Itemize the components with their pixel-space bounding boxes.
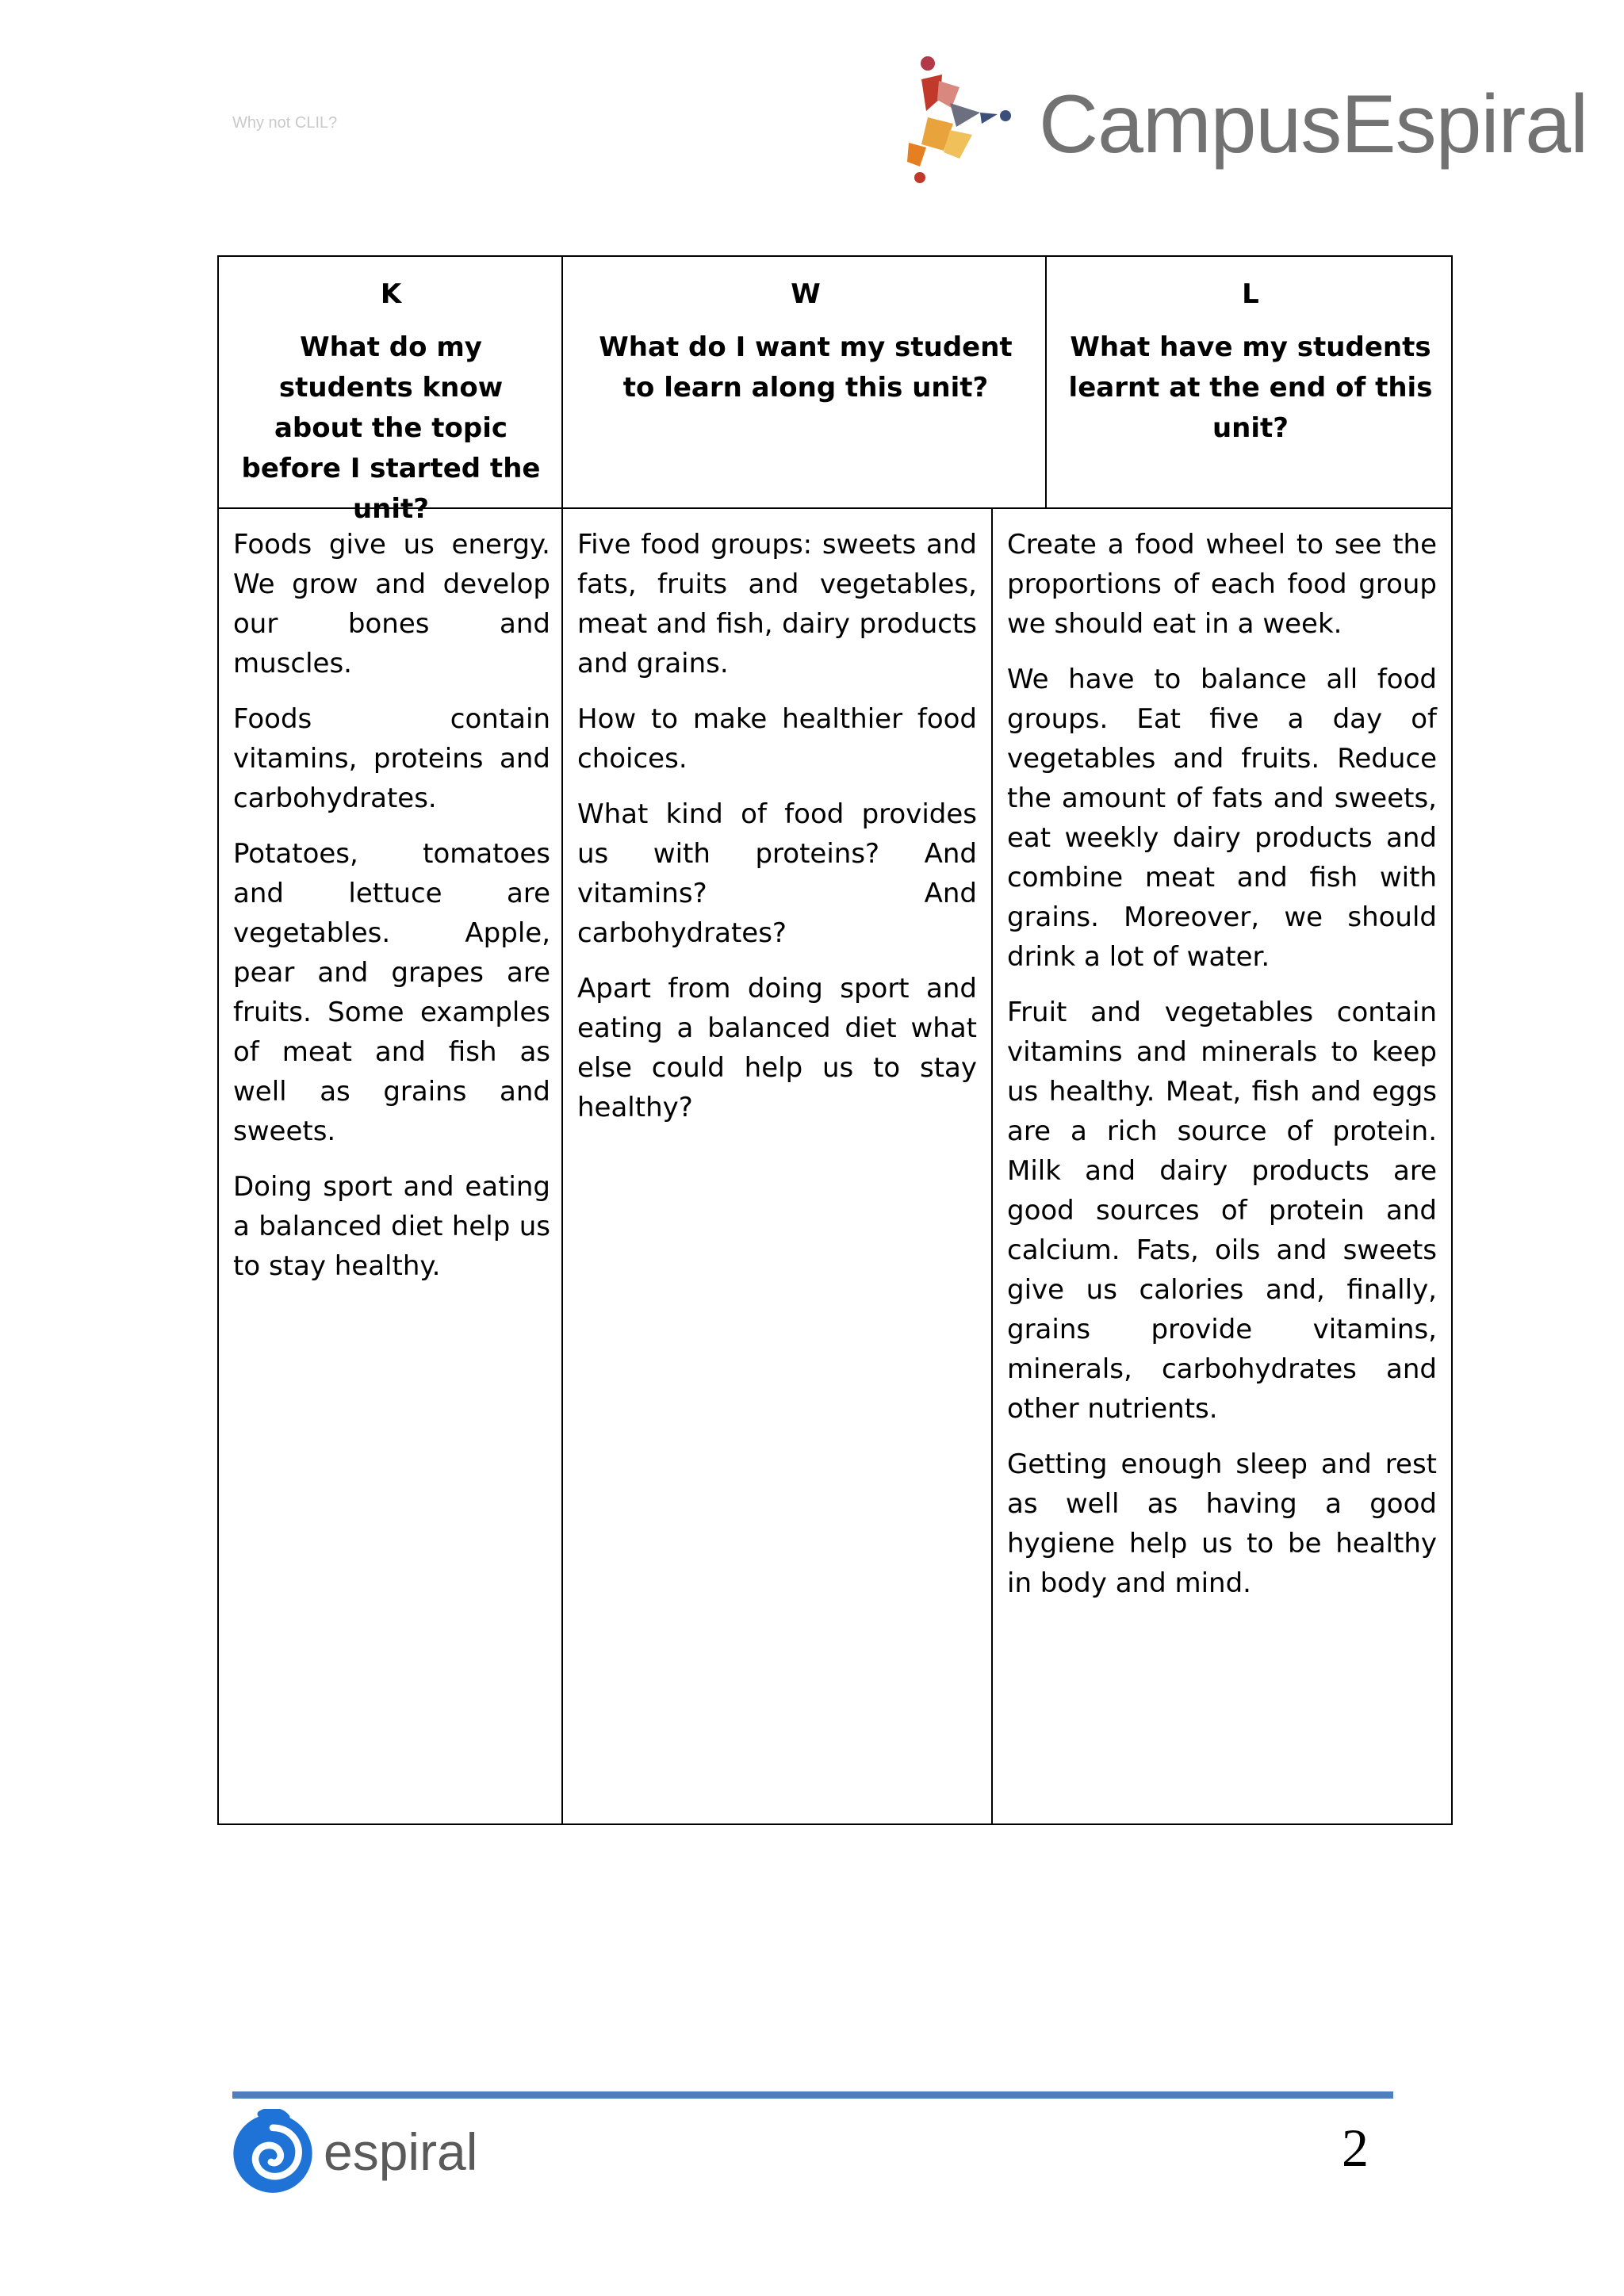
column-header-w [580,274,1031,408]
column-body-w [577,525,977,1143]
cell-paragraph: Potatoes, tomatoes and lettuce are vegetables. Apple, pear and grapes are fruits. Some examples of meat and fish as well as grains and sweets. [233,838,550,1147]
cell-paragraph: Doing sport and eating a balanced diet help us to stay healthy. [233,1171,550,1282]
cell-paragraph: How to make healthier food choices. [577,703,977,775]
kwl-table [217,255,1453,1825]
column-body-k [233,525,550,1302]
column-letter: K [380,278,402,310]
column-question: What have my students learnt at the end of this unit? [1068,331,1433,444]
column-letter: W [791,278,821,310]
footer-rule [232,2091,1393,2099]
cell-paragraph: Create a food wheel to see the proportions of each food group we should eat in a week. [1007,529,1437,640]
cell-paragraph: Five food groups: sweets and fats, fruits and vegetables, meat and fish, dairy products and grains. [577,529,977,679]
column-question: What do I want my student to learn along this unit? [599,331,1013,404]
header-note: Why not CLIL? [232,114,338,132]
column-header-k [233,274,549,530]
column-letter: L [1242,278,1259,310]
column-divider [1045,257,1047,507]
espiral-wordmark: espiral [324,2122,478,2181]
cell-paragraph: Foods give us energy. We grow and develop our bones and muscles. [233,529,550,679]
column-header-l [1064,274,1437,449]
campus-espiral-logo [904,48,1588,190]
cell-paragraph: Fruit and vegetables contain vitamins and minerals to keep us healthy. Meat, fish and eggs are a rich source of protein. Milk and dairy products are good sources of protein and calcium. Fats, oils and sweets give us calories and, finally, grains provide vitamins, minerals, carbohydrates and other nutrients. [1007,997,1437,1425]
column-body-l [1007,525,1437,1619]
cell-paragraph: Foods contain vitamins, proteins and carbohydrates. [233,703,550,814]
espiral-swirl-logo-icon [230,2109,316,2195]
espiral-logo [230,2106,500,2201]
column-divider [561,257,563,1823]
column-divider [991,507,993,1823]
cell-paragraph: What kind of food provides us with proteins? And vitamins? And carbohydrates? [577,798,977,949]
cell-paragraph: Apart from doing sport and eating a balanced diet what else could help us to stay healthy? [577,973,977,1123]
column-question: What do my students know about the topic before I started the unit? [241,331,541,525]
campus-espiral-logo-icon [904,48,1047,190]
campus-espiral-wordmark: CampusEspiral [1039,78,1588,170]
page-number: 2 [1342,2118,1369,2178]
cell-paragraph: Getting enough sleep and rest as well as having a good hygiene help us to be healthy in body and mind. [1007,1448,1437,1599]
cell-paragraph: We have to balance all food groups. Eat five a day of vegetables and fruits. Reduce the amount of fats and sweets, eat weekly dairy products and combine meat and fish with grains. Moreover, we should drink a lot of water. [1007,664,1437,973]
